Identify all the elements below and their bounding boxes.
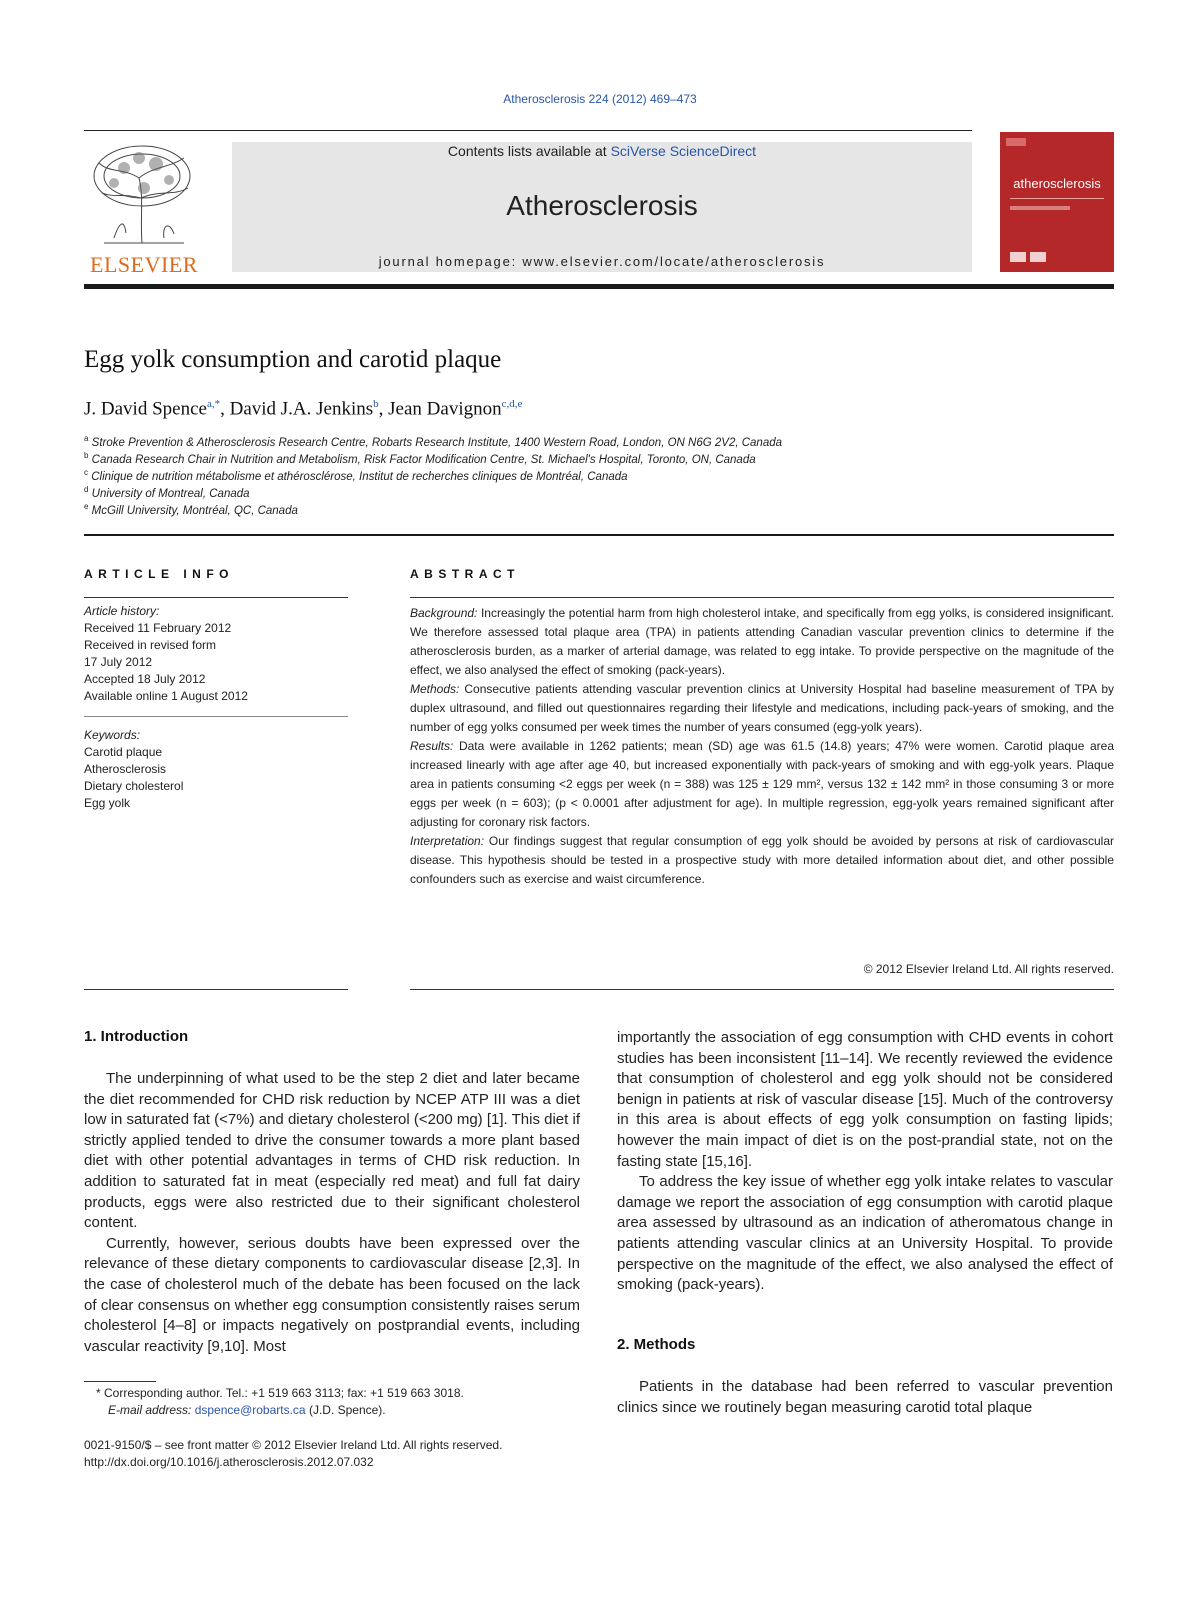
abstract-methods	[410, 680, 1114, 737]
abstract-label: Background:	[410, 606, 478, 620]
left-column	[84, 1069, 580, 1357]
footnote-rule	[84, 1381, 156, 1382]
keyword: Egg yolk	[84, 796, 131, 810]
history-item: Accepted 18 July 2012	[84, 672, 206, 686]
body-paragraph: Currently, however, serious doubts have been expressed over the relevance of these dietary components to cardiovascular disease [2,3]. In the case of cholesterol much of the debate has been focused on the lack of clear consensus on whether egg consumption consistently raises serum cholesterol [4–8] or impacts negatively on postprandial events, including vascular reactivity [9,10]. Most	[84, 1234, 580, 1355]
right-column	[617, 1028, 1113, 1296]
email-note	[108, 1402, 580, 1418]
abstract-bottom-rule	[410, 989, 1114, 990]
email-link[interactable]: dspence@robarts.ca	[194, 1403, 306, 1417]
affiliation-text: Stroke Prevention & Atherosclerosis Research Centre, Robarts Research Institute, 1400 Western Road, London, ON N6G 2V2, Canada	[91, 436, 783, 449]
journal-citation[interactable]: Atherosclerosis 224 (2012) 469–473	[503, 92, 697, 106]
contents-line	[232, 143, 972, 159]
article-info-heading: ARTICLE INFO	[84, 567, 234, 581]
abstract-text: Consecutive patients attending vascular prevention clinics at University Hospital had baseline measurement of TPA by duplex ultrasound, and filled out questionnaires regarding their lifestyle and medications, including pack-years of smoking, and the number of egg yolks consumed per week times the number of years consumed (egg-yolk years).	[410, 682, 1114, 734]
author-list: J. David Spence$^{a,*}$, David J.A. Jenkins$^b$, Jean Davignon$^{c,d,e}$	[84, 398, 523, 420]
abstract-text: Increasingly the potential harm from high cholesterol intake, and specifically from egg yolks, is considered insignificant. We therefore assessed total plaque area (TPA) in patients attending Canadian vascular prevention clinics to determine if the atherosclerosis burden, as a marker of arterial damage, was related to egg intake. To provide perspective on the magnitude of the effect, we also analysed the effect of smoking (pack-years).	[410, 606, 1114, 677]
author-name: Jean Davignon	[388, 398, 502, 420]
affiliation	[84, 485, 250, 500]
affiliation	[84, 451, 756, 466]
abstract-heading: ABSTRACT	[410, 567, 520, 581]
keywords-rule	[84, 716, 348, 717]
keywords-label: Keywords:	[84, 728, 141, 742]
email-label: E-mail address:	[108, 1403, 195, 1417]
abstract-background	[410, 604, 1114, 680]
author-affiliation-mark[interactable]: a,*	[206, 398, 221, 410]
body-paragraph: Patients in the database had been referred to vascular prevention clinics since we routinely began measuring carotid total plaque	[617, 1378, 1113, 1416]
affiliation-text: Canada Research Chair in Nutrition and Metabolism, Risk Factor Modification Centre, St. Michael's Hospital, Toronto, ON, Canada	[91, 453, 756, 466]
article-info-bottom-rule	[84, 989, 348, 990]
affiliation	[84, 502, 298, 517]
methods-heading: 2. Methods	[617, 1336, 696, 1353]
introduction-heading: 1. Introduction	[84, 1028, 189, 1045]
abstract-copyright: © 2012 Elsevier Ireland Ltd. All rights reserved.	[863, 962, 1114, 976]
affiliation-text: Clinique de nutrition métabolisme et athérosclérose, Institut de recherches cliniques de Montréal, Canada	[91, 470, 628, 483]
body-paragraph: To address the key issue of whether egg yolk intake relates to vascular damage we report the association of egg consumption with carotid plaque area assessed by ultrasound as an indication of atheromatous change in patients attending vascular clinics at an University Hospital. To provide perspective on the magnitude of the effect, we also analysed the effect of smoking (pack-years).	[617, 1173, 1113, 1294]
abstract-rule	[410, 597, 1114, 598]
body-paragraph: importantly the association of egg consumption with CHD events in cohort studies has been inconsistent [11–14]. We recently reviewed the evidence that consumption of cholesterol and egg yolk should not be considered benign in patients at risk of vascular disease [15]. Much of the controversy in this area is about effects of egg yolk consumption on fasting lipids; however the main impact of diet is on the post-prandial state, not on the fasting state [15,16].	[617, 1029, 1113, 1170]
journal-cover-thumbnail	[1000, 132, 1114, 272]
keyword: Carotid plaque	[84, 745, 163, 759]
contents-prefix: Contents lists available at	[447, 143, 611, 159]
sciencedirect-link[interactable]: SciVerse ScienceDirect	[610, 143, 757, 159]
abstract-text: Our findings suggest that regular consumption of egg yolk should be avoided by persons at risk of cardiovascular disease. This hypothesis should be tested in a prospective study with more detailed information about diet, and other possible confounders such as exercise and waist circumference.	[410, 834, 1114, 886]
author-name: J. David Spence	[84, 398, 207, 420]
history-item: Received in revised form	[84, 638, 217, 652]
affiliation-mark: a	[84, 434, 89, 443]
history-item: 17 July 2012	[84, 655, 153, 669]
issn-line: 0021-9150/$ – see front matter © 2012 Elsevier Ireland Ltd. All rights reserved.	[84, 1438, 503, 1452]
history-item: Available online 1 August 2012	[84, 689, 248, 703]
affiliation-mark: e	[84, 502, 89, 511]
journal-name: Atherosclerosis	[506, 190, 698, 221]
doi-link[interactable]: http://dx.doi.org/10.1016/j.atherosclerosis.2012.07.032	[84, 1455, 374, 1469]
keyword: Atherosclerosis	[84, 762, 167, 776]
methods-column	[617, 1377, 1113, 1418]
affiliation-text: McGill University, Montréal, QC, Canada	[91, 504, 298, 517]
affiliation-mark: d	[84, 485, 89, 494]
abstract-body	[410, 604, 1114, 889]
header-rule	[84, 130, 972, 131]
author-affiliation-mark[interactable]: b	[373, 398, 379, 410]
history-label: Article history:	[84, 604, 160, 618]
corresponding-author-note: * Corresponding author. Tel.: +1 519 663 3113; fax: +1 519 663 3018.	[96, 1386, 464, 1400]
header-thick-rule	[84, 284, 1114, 289]
elsevier-wordmark: ELSEVIER	[90, 252, 198, 277]
email-suffix: (J.D. Spence).	[305, 1403, 386, 1417]
history-item: Received 11 February 2012	[84, 621, 232, 635]
journal-homepage	[232, 254, 972, 269]
article-info-rule	[84, 597, 348, 598]
abstract-results	[410, 737, 1114, 832]
keywords	[84, 727, 348, 812]
article-history	[84, 603, 348, 705]
abstract-label: Interpretation:	[410, 834, 485, 848]
affiliation	[84, 468, 628, 483]
abstract-interpretation	[410, 832, 1114, 889]
author-affiliation-mark[interactable]: c,d,e	[501, 398, 523, 410]
title-block-rule	[84, 534, 1114, 536]
abstract-label: Results:	[410, 739, 454, 753]
affiliation	[84, 434, 782, 449]
affiliation-mark: c	[84, 468, 88, 477]
homepage-prefix: journal homepage:	[378, 254, 523, 269]
affiliation-text: University of Montreal, Canada	[91, 487, 250, 500]
abstract-text: Data were available in 1262 patients; mean (SD) age was 61.5 (14.8) years; 47% were women. Carotid plaque area increased linearly with age after age 40, but increased exponentially with pack-years of smoking and with egg-yolk years. Plaque area in patients consuming <2 eggs per week (n = 388) was 125 ± 129 mm², versus 132 ± 142 mm² in those consuming 3 or more eggs per week (n = 603); (p < 0.0001 after adjustment for age). In multiple regression, egg-yolk years remained significant after adjusting for coronary risk factors.	[410, 739, 1114, 829]
author-name: David J.A. Jenkins	[229, 398, 374, 420]
elsevier-logo	[84, 138, 204, 278]
cover-title: atherosclerosis	[1013, 176, 1101, 191]
keyword: Dietary cholesterol	[84, 779, 184, 793]
article-title: Egg yolk consumption and carotid plaque	[84, 346, 502, 373]
affiliation-mark: b	[84, 451, 89, 460]
homepage-url-link[interactable]: www.elsevier.com/locate/atherosclerosis	[522, 254, 826, 269]
body-paragraph: The underpinning of what used to be the step 2 diet and later became the diet recommended for CHD risk reduction by NCEP ATP III was a diet low in saturated fat (<7%) and dietary cholesterol (<200 mg) [1]. This diet if strictly applied tended to drive the consumer towards a more plant based diet with other potential advantages in terms of CHD risk reduction. In addition to saturated fat in meat (especially red meat) and full fat dairy products, eggs were also restricted due to their significant cholesterol content.	[84, 1070, 580, 1232]
abstract-label: Methods:	[410, 682, 460, 696]
